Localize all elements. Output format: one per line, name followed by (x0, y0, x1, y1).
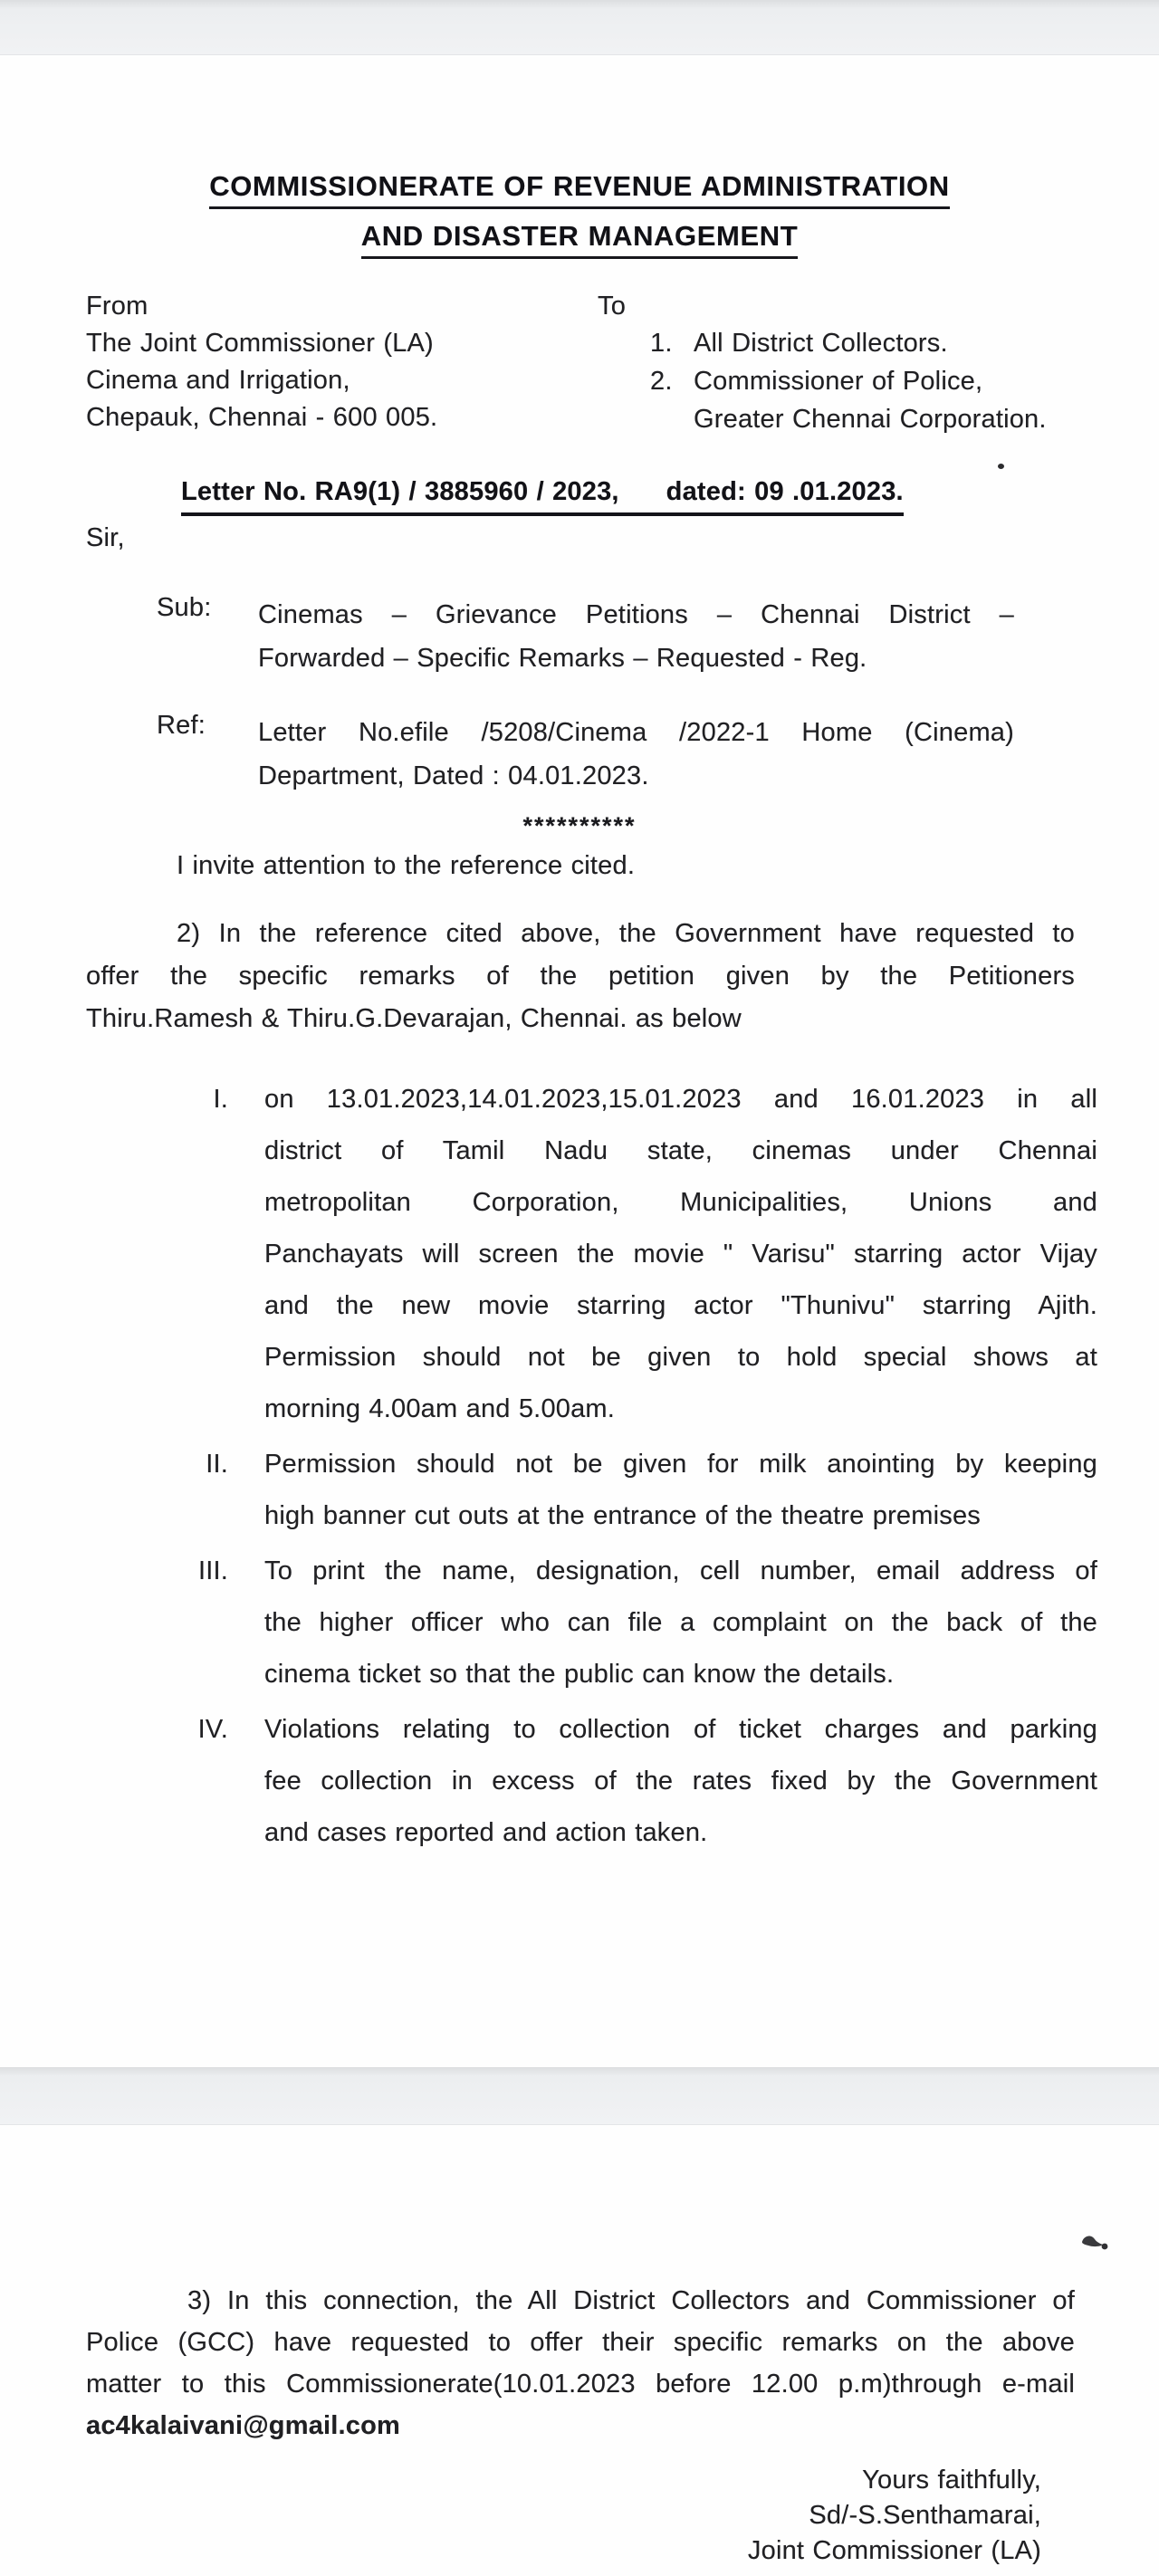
list-item-line: Permission should not be given for milk anointing by keeping (264, 1450, 1097, 1479)
from-line: Chepauk, Chennai - 600 005. (86, 403, 438, 432)
list-item-1 (154, 1074, 1097, 1435)
letterhead-title-line1 (0, 170, 1159, 209)
paragraph-line: 2) In the reference cited above, the Government have requested to (177, 919, 1075, 948)
to-row-number: 1. (650, 329, 673, 358)
asterisk-separator: ********** (522, 812, 637, 839)
list-item-line: and cases reported and action taken. (264, 1818, 708, 1847)
list-item-line: metropolitan Corporation, Municipalities, Unions and (264, 1188, 1097, 1217)
letter-number-underlined (181, 477, 904, 516)
paragraph-line: 3) In this connection, the All District Collectors and Commissioner of (187, 2286, 1075, 2315)
subject-line: Cinemas – Grievance Petitions – Chennai District – (258, 600, 1014, 629)
from-label: From (86, 292, 148, 321)
subject-text (258, 593, 1014, 680)
ink-mark (1079, 2232, 1112, 2255)
letterhead-title-line2 (0, 220, 1159, 259)
list-item-line: high banner cut outs at the entrance of the theatre premises (264, 1501, 981, 1530)
list-item-text (264, 1704, 1097, 1859)
to-row-text: All District Collectors. (694, 329, 948, 358)
to-row (650, 329, 948, 359)
letter-number-text: Letter No. RA9(1) / 3885960 / 2023, (181, 477, 619, 506)
list-item-text (264, 1546, 1097, 1700)
list-item-line: and the new movie starring actor "Thunivu" starring Ajith. (264, 1291, 1097, 1320)
reference-line: Letter No.efile /5208/Cinema /2022-1 Home (Cinema) (258, 718, 1014, 747)
list-item-line: on 13.01.2023,14.01.2023,15.01.2023 and 16.01.2023 in all (264, 1085, 1097, 1114)
paragraph-line: Thiru.Ramesh & Thiru.G.Devarajan, Chennai. as below (86, 1004, 742, 1033)
list-item-line: To print the name, designation, cell number, email address of (264, 1556, 1097, 1585)
reference-label: Ref: (157, 711, 206, 740)
reference-text (258, 711, 1014, 798)
paragraph-line: matter to this Commissionerate(10.01.2023 before 12.00 p.m)through e-mail (86, 2370, 1075, 2399)
signature-block (748, 2463, 1041, 2569)
list-item-2 (154, 1439, 1097, 1542)
list-item-line: morning 4.00am and 5.00am. (264, 1394, 616, 1423)
title-underlined-text: AND DISASTER MANAGEMENT (361, 220, 799, 259)
list-item-line: fee collection in excess of the rates fixed by the Government (264, 1767, 1097, 1796)
paragraph-3 (86, 2280, 1075, 2447)
to-row-text: Greater Chennai Corporation. (694, 405, 1047, 434)
to-label: To (598, 292, 627, 321)
paragraph-2 (86, 913, 1075, 1040)
list-item-numeral: I. (213, 1085, 228, 1114)
letter-number-line (181, 477, 904, 516)
list-item-numeral: IV. (197, 1715, 228, 1744)
paragraph-line: offer the specific remarks of the petition given by the Petitioners (86, 962, 1075, 991)
list-item-line: Violations relating to collection of ticket charges and parking (264, 1715, 1097, 1744)
list-item-text (264, 1074, 1097, 1435)
list-item-3 (154, 1546, 1097, 1700)
list-item-line: cinema ticket so that the public can know the details. (264, 1660, 895, 1689)
title-underlined-text: COMMISSIONERATE OF REVENUE ADMINISTRATION (209, 170, 950, 209)
from-line: The Joint Commissioner (LA) (86, 329, 434, 358)
demands-list (154, 1074, 1097, 1863)
to-row (650, 405, 1047, 435)
closing-line: Yours faithfully, (862, 2466, 1041, 2495)
subject-label: Sub: (157, 593, 212, 622)
list-item-line: Permission should not be given to hold special shows at (264, 1343, 1097, 1372)
paragraph-line: Police (GCC) have requested to offer their specific remarks on the above (86, 2328, 1075, 2357)
list-item-numeral: III. (197, 1556, 228, 1585)
stray-ink-dot (998, 464, 1004, 469)
reference-line: Department, Dated : 04.01.2023. (258, 761, 649, 790)
to-row-number: 2. (650, 367, 673, 396)
list-item-text (264, 1439, 1097, 1542)
letter-date-text: dated: 09 .01.2023. (666, 477, 904, 506)
subject-line: Forwarded – Specific Remarks – Requested - Reg. (258, 644, 867, 673)
to-row (650, 367, 982, 397)
list-item-line: Panchayats will screen the movie " Varisu" starring actor Vijay (264, 1240, 1097, 1269)
closing-line: Joint Commissioner (LA) (747, 2536, 1041, 2565)
contact-email: ac4kalaivani@gmail.com (86, 2411, 401, 2440)
list-item-line: the higher officer who can file a complaint on the back of the (264, 1608, 1097, 1637)
list-item-line: district of Tamil Nadu state, cinemas under Chennai (264, 1136, 1097, 1165)
paragraph-invite: I invite attention to the reference cited. (177, 851, 636, 880)
list-item-4 (154, 1704, 1097, 1859)
list-item-numeral: II. (206, 1450, 228, 1479)
to-row-text: Commissioner of Police, (694, 367, 983, 396)
from-line: Cinema and Irrigation, (86, 366, 350, 395)
salutation: Sir, (86, 523, 125, 552)
closing-line: Sd/-S.Senthamarai, (809, 2501, 1041, 2530)
